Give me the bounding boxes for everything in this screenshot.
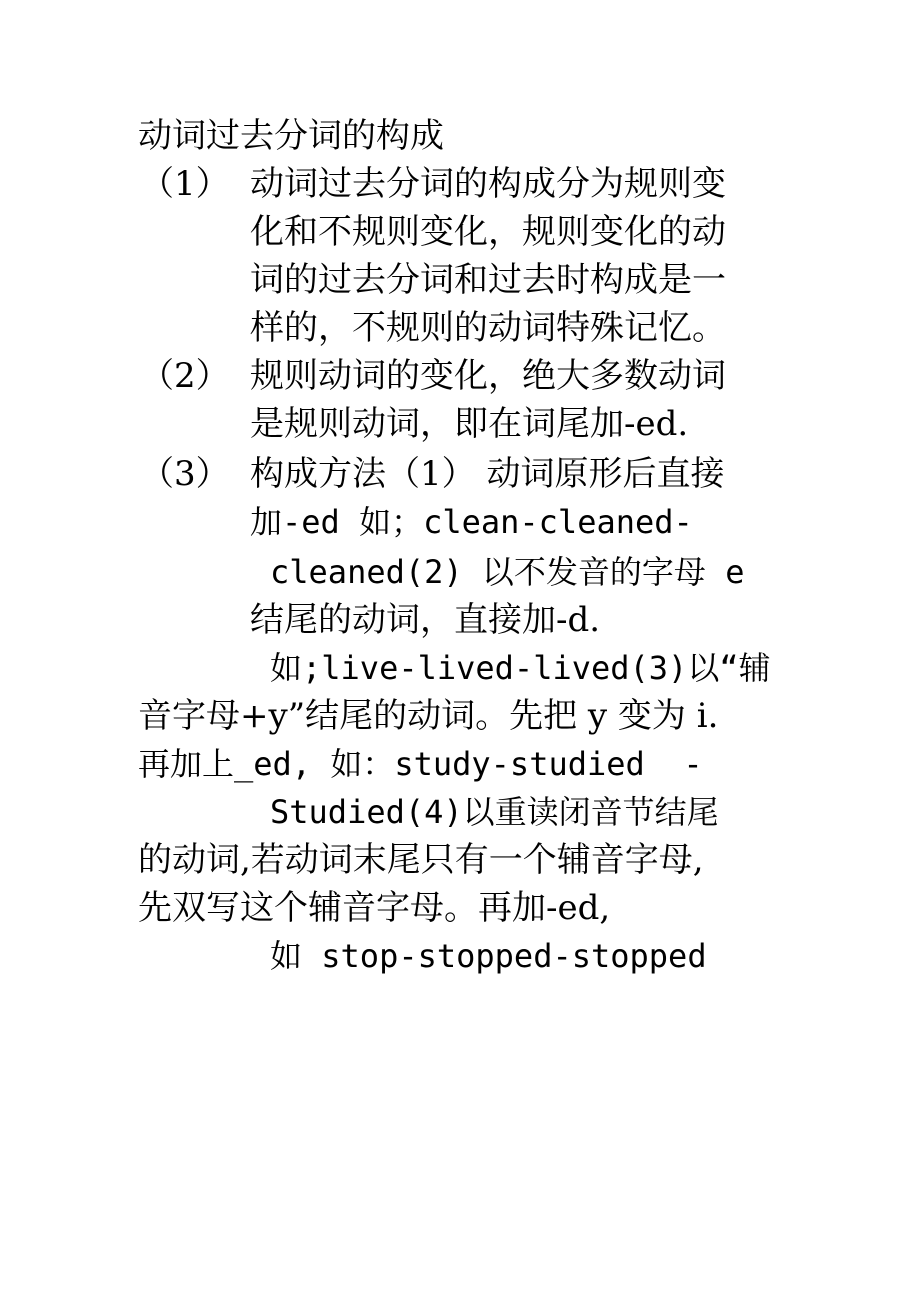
item-3-line-4: 结尾的动词，直接加-d.	[250, 600, 601, 640]
item-1-line-3: 词的过去分词和过去时构成是一	[250, 260, 726, 300]
continuation-line-3: 再加上_ed, 如：study-studied -	[138, 745, 703, 783]
continuation-line-4: Studied(4)以重读闭音节结尾	[270, 793, 719, 831]
item-2-line-2: 是规则动词，即在词尾加-ed.	[250, 404, 689, 444]
continuation-line-1: 如;live-lived-lived(3)以“辅	[270, 649, 771, 687]
item-1-line-2: 化和不规则变化，规则变化的动	[250, 212, 726, 252]
document-title: 动词过去分词的构成	[138, 116, 444, 156]
item-number-2: （2）	[140, 356, 230, 396]
item-3-line-3: cleaned(2) 以不发音的字母 e	[270, 553, 745, 591]
item-3-line-2: 加-ed 如；clean-cleaned-	[250, 503, 693, 541]
continuation-line-6: 先双写这个辅音字母。再加-ed,	[138, 888, 611, 928]
item-1-line-4: 样的，不规则的动词特殊记忆。	[250, 308, 726, 348]
item-3-line-1: 构成方法（1） 动词原形后直接	[250, 454, 725, 494]
continuation-line-5: 的动词,若动词末尾只有一个辅音字母,	[138, 840, 704, 880]
item-2-line-1: 规则动词的变化，绝大多数动词	[250, 356, 726, 396]
item-number-3: （3）	[140, 454, 230, 494]
item-number-1: （1）	[140, 164, 230, 204]
item-1-line-1: 动词过去分词的构成分为规则变	[250, 164, 726, 204]
continuation-line-2: 音字母+y”结尾的动词。先把 y 变为 i.	[138, 696, 719, 736]
continuation-line-7: 如 stop-stopped-stopped	[270, 937, 707, 975]
